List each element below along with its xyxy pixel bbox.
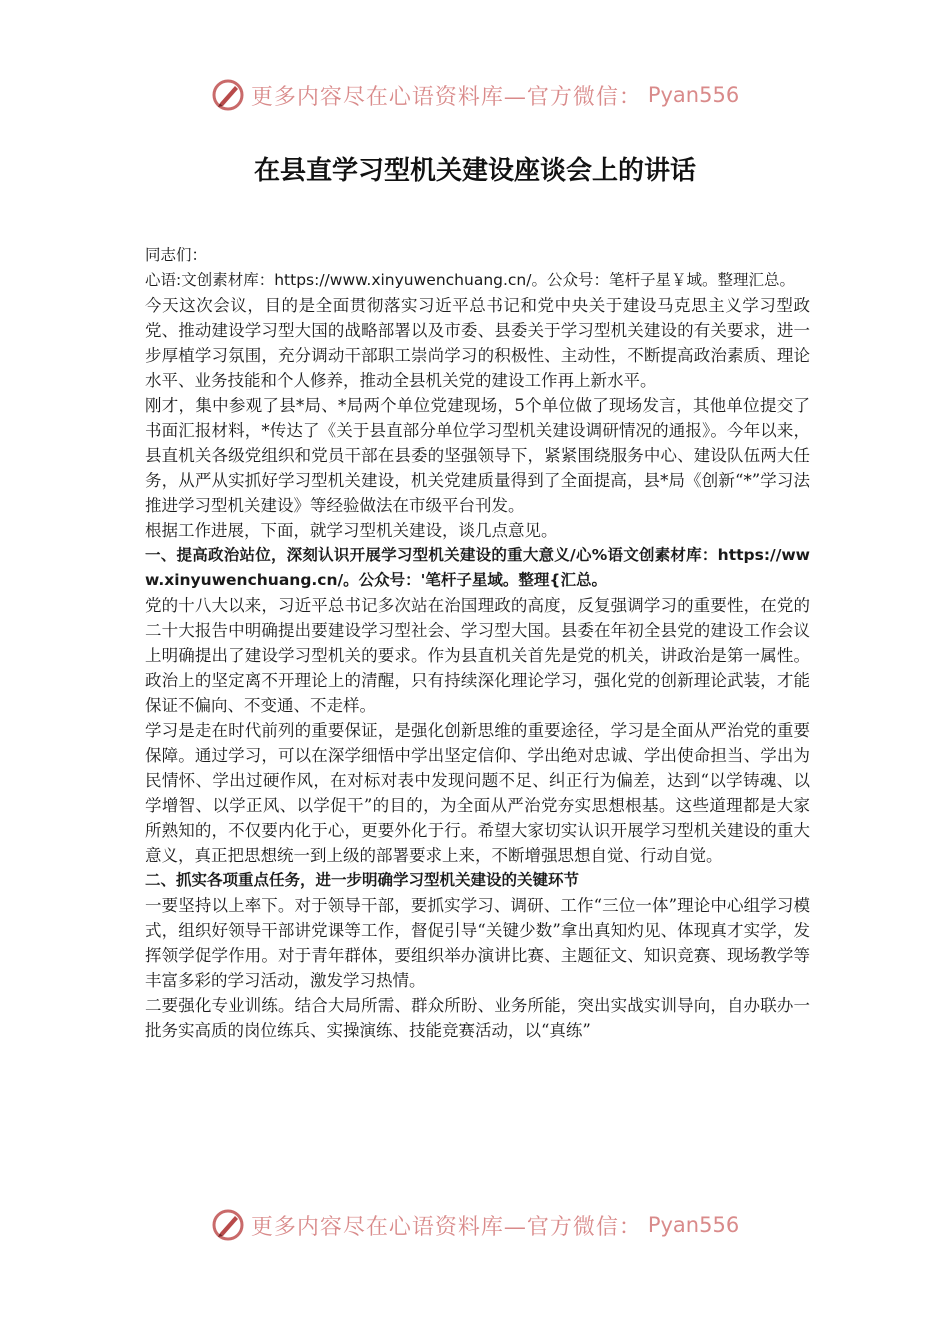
banner-text: 更多内容尽在心语资料库—官方微信：	[250, 1214, 642, 1240]
brush-logo-icon	[211, 78, 245, 112]
paragraph: 二要强化专业训练。结合大局所需、群众所盼、业务所能，突出实战实训导向，自办联办一批务实高质的岗位练兵、实操演练、技能竞赛活动，以“真练”	[145, 996, 810, 1040]
paragraph: 刚才，集中参观了县*局、*局两个单位党建现场，5个单位做了现场发言，其他单位提交了书面汇报材料，*传达了《关于县直部分单位学习型机关建设调研情况的通报》。今年以来，县直机关各级党组织和党员干部在县委的坚强领导下，紧紧围绕服务中心、建设队伍两大任务，从严从实抓好学习型机关建设，机关党建质量得到了全面提高，县*局《创新“*”学习法推进学习型机关建设》等经验做法在市级平台刊发。	[145, 396, 810, 515]
paragraph: 今天这次会议，目的是全面贯彻落实习近平总书记和党中央关于建设马克思主义学习型政党、推动建设学习型大国的战略部署以及市委、县委关于学习型机关建设的有关要求，进一步厚植学习氛围，充分调动干部职工崇尚学习的积极性、主动性，不断提高政治素质、理论水平、业务技能和个人修养，推动全县机关党的建设工作再上新水平。	[145, 296, 810, 390]
section-heading-2: 二、抓实各项重点任务，进一步明确学习型机关建设的关键环节	[145, 871, 580, 889]
brush-logo-icon	[211, 1208, 245, 1242]
banner-text: 更多内容尽在心语资料库—官方微信：	[250, 84, 642, 110]
paragraph: 一要坚持以上率下。对于领导干部，要抓实学习、调研、工作“三位一体”理论中心组学习模式，组织好领导干部讲党课等工作，督促引导“关键少数”拿出真知灼见、体现真才实学，发挥领学促学作用。对于青年群体，要组织举办演讲比赛、主题征文、知识竞赛、现场教学等丰富多彩的学习活动，激发学习热情。	[145, 896, 810, 990]
paragraph-source-note: 心语:文创素材库：https://www.xinyuwenchuang.cn/。公众号：笔杆子星￥域。整理汇总。	[145, 271, 795, 289]
section-heading-1: 一、提高政治站位，深刻认识开展学习型机关建设的重大意义/心%语文创素材库：https://www.xinyuwenchuang.cn/。公众号：'笔杆子星域。整理{汇总。	[145, 546, 810, 589]
banner-wechat-id: Pyan556	[647, 1213, 740, 1237]
paragraph: 根据工作进展，下面，就学习型机关建设，谈几点意见。	[145, 521, 558, 540]
paragraph: 党的十八大以来，习近平总书记多次站在治国理政的高度，反复强调学习的重要性，在党的二十大报告中明确提出要建设学习型社会、学习型大国。县委在年初全县党的建设工作会议上明确提出了建设学习型机关的要求。作为县直机关首先是党的机关，讲政治是第一属性。政治上的坚定离不开理论上的清醒，只有持续深化理论学习，强化党的创新理论武装，才能保证不偏向、不变通、不走样。	[145, 596, 810, 715]
header-banner	[0, 78, 950, 122]
banner-wechat-id: Pyan556	[647, 83, 740, 107]
document-body	[145, 243, 810, 1043]
paragraph: 学习是走在时代前列的重要保证，是强化创新思维的重要途径，学习是全面从严治党的重要保障。通过学习，可以在深学细悟中学出坚定信仰、学出绝对忠诚、学出使命担当、学出为民情怀、学出过硬作风，在对标对表中发现问题不足、纠正行为偏差，达到“以学铸魂、以学增智、以学正风、以学促干”的目的，为全面从严治党夯实思想根基。这些道理都是大家所熟知的，不仅要内化于心，更要外化于行。希望大家切实认识开展学习型机关建设的重大意义，真正把思想统一到上级的部署要求上来，不断增强思想自觉、行动自觉。	[145, 721, 810, 865]
paragraph-salutation: 同志们：	[145, 246, 208, 264]
page-title: 在县直学习型机关建设座谈会上的讲话	[253, 156, 696, 186]
footer-banner	[0, 1208, 950, 1252]
